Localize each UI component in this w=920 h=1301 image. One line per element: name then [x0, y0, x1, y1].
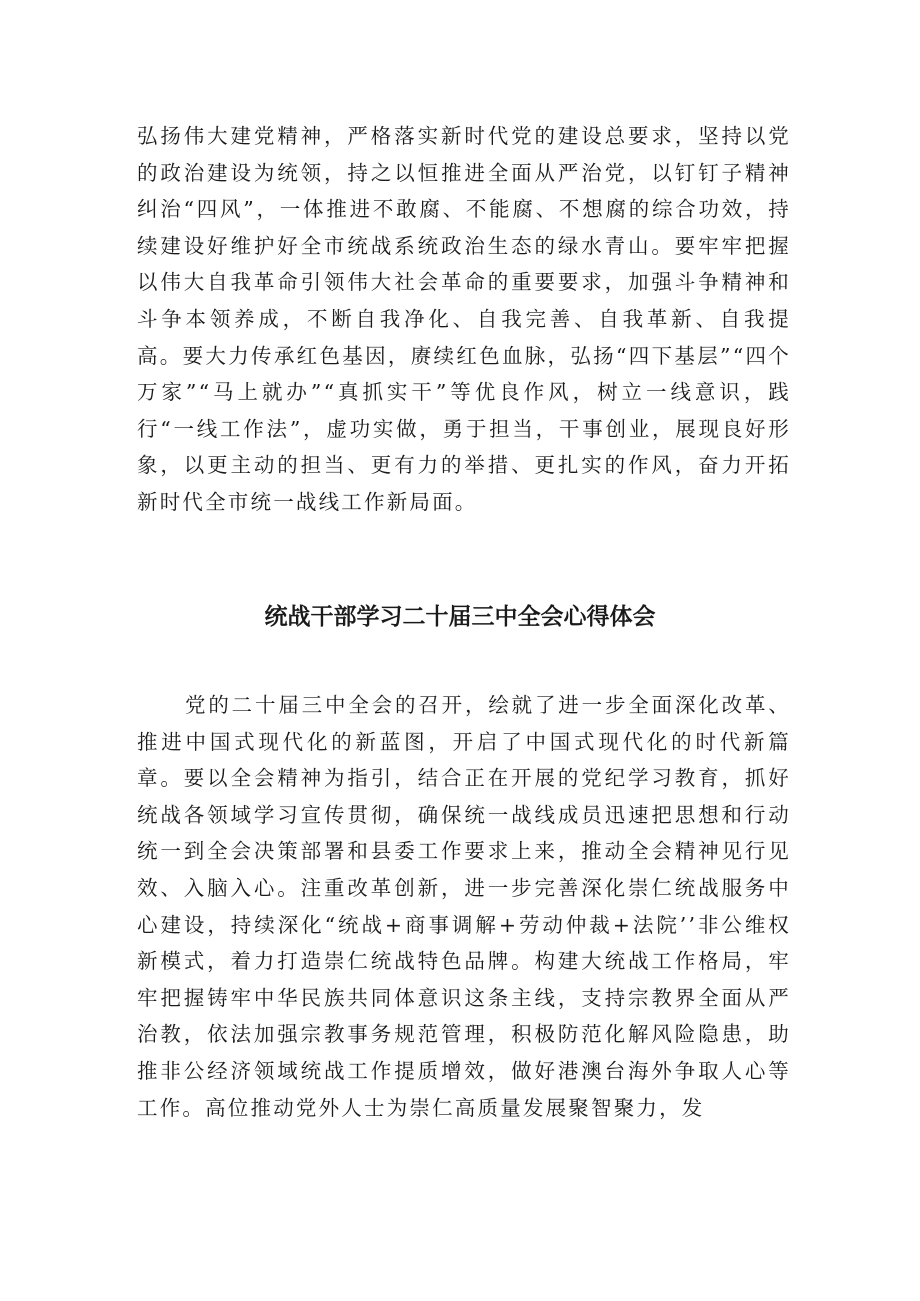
body-paragraph: 弘扬伟大建党精神，严格落实新时代党的建设总要求，坚持以党的政治建设为统领，持之以恒推进全面从严治党，以钉钉子精神纠治“四风”，一体推进不敢腐、不能腐、不想腐的综合功效，持续建设好维护好全市统战系统政治生态的绿水青山。要牢牢把握以伟大自我革命引领伟大社会革命的重要要求，加强斗争精神和斗争本领养成，不断自我净化、自我完善、自我革新、自我提高。要大力传承红色基因，赓续红色血脉，弘扬“四下基层”“四个万家”“马上就办”“真抓实干”等优良作风，树立一线意识，践行“一线工作法”，虚功实做，勇于担当，干事创业，展现良好形象，以更主动的担当、更有力的举措、更扎实的作风，奋力开拓新时代全市统一战线工作新局面。 [137, 124, 791, 514]
body-paragraph: 党的二十届三中全会的召开，绘就了进一步全面深化改革、推进中国式现代化的新蓝图，开启了中国式现代化的时代新篇章。要以全会精神为指引，结合正在开展的党纪学习教育，抓好统战各领域学习宣传贯彻，确保统一战线成员迅速把思想和行动统一到全会决策部署和县委工作要求上来，推动全会精神见行见效、入脑入心。注重改革创新，进一步完善深化崇仁统战服务中心建设，持续深化“统战+商事调解+劳动仲裁+法院’’非公维权新模式，着力打造崇仁统战特色品牌。构建大统战工作格局，牢牢把握铸牢中华民族共同体意识这条主线，支持宗教界全面从严治教，依法加强宗教事务规范管理，积极防范化解风险隐患，助推非公经济领域统战工作提质增效，做好港澳台海外争取人心等工作。高位推动党外人士为崇仁高质量发展聚智聚力，发 [137, 693, 791, 1120]
section-heading: 统战干部学习二十届三中全会心得体会 [264, 604, 656, 630]
